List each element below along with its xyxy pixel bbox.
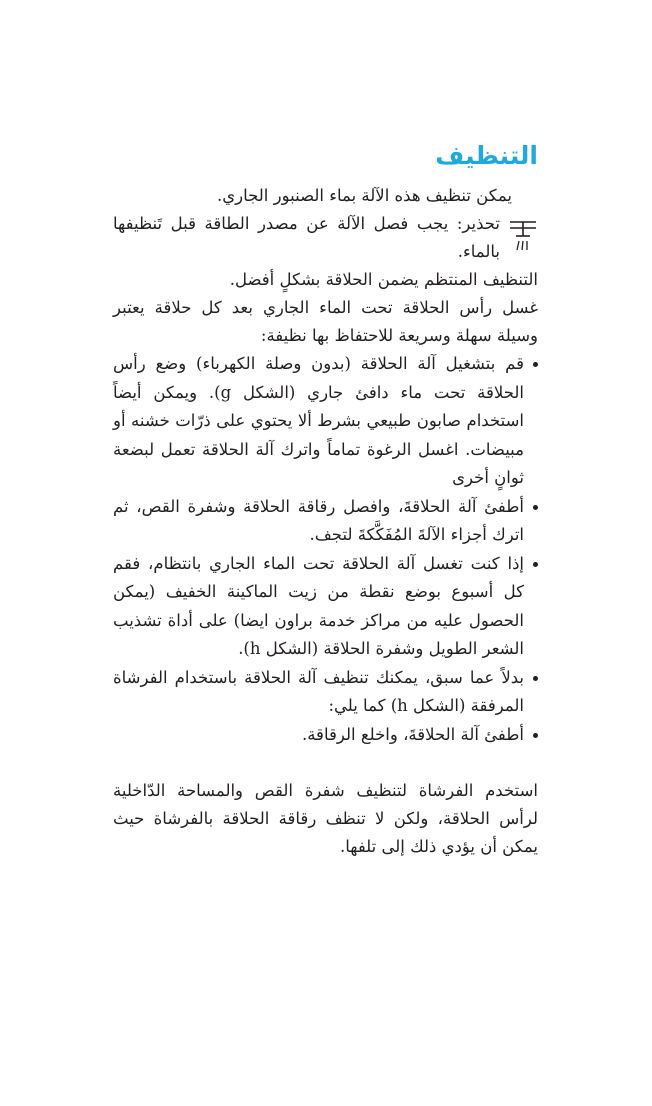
- list-item-text: أطفئ آلة الحلاقةَ، واخلع الرقاقة.: [301, 724, 524, 744]
- list-item: [113, 493, 538, 550]
- rinse-instruction-text: غسل رأس الحلاقة تحت الماء الجاري بعد كل حلاقة يعتبر وسيلة سهلة وسريعة للاحتفاظ بها نظيفة:: [113, 298, 538, 345]
- bullet-icon: [533, 733, 538, 738]
- list-item-text: بدلاً عما سبق، يمكنك تنظيف آلة الحلاقة باستخدام الفرشاة المرفقة (الشكل h) كما يلي:: [113, 667, 524, 715]
- intro-text: يمكن تنظيف هذه الآلة بماء الصنبور الجاري.: [216, 186, 512, 205]
- list-item-text: إذا كنت تغسل آلة الحلاقة تحت الماء الجاري بانتظام، فقم كل أسبوع بوضع نقطة من زيت الماكينة الخفيف (يمكن الحصول عليه من مراكز خدمة براون ايضا) على أداة تشذيب الشعر الطويل وشفرة الحلاقة (الشكل h).: [113, 553, 524, 658]
- list-item-text: قم بتشغيل آلة الحلاقة (بدون وصلة الكهرباء) وضع رأس الحلاقة تحت ماء دافئ جاري (الشكل g). ويمكن أيضاً استخدام صابون طبيعي بشرط ألا يحتوي على ذرّات خشنه أو مبيضات. اغسل الرغوة تماماً واترك آلة الحلاقة تعمل لبضعة ثوانٍ أخرى: [113, 354, 524, 487]
- section-title: التنظيف: [435, 141, 538, 170]
- list-item-text: أطفئ آلة الحلاقةَ، وافصل رقاقة الحلاقة وشفرة القص، ثم اترك أجزاء الآلةَ المُفَكَّكةَ لتجف.: [113, 496, 524, 544]
- bullet-icon: [533, 362, 538, 367]
- bullet-icon: [533, 505, 538, 510]
- bullet-icon: [533, 562, 538, 567]
- bullet-icon: [533, 676, 538, 681]
- cleaning-steps-list: [113, 350, 538, 749]
- cleaning-section: [113, 138, 538, 861]
- brush-cleaning-text: استخدم الفرشاة لتنظيف شفرة القص والمساحة الدّاخلية لرأس الحلاقة، ولكن لا تنظف رقاقة الحلاقة بالفرشاة حيث يمكن أن يؤدي ذلك إلى تلفها.: [113, 781, 538, 856]
- list-item: [113, 350, 538, 493]
- list-item: [113, 664, 538, 721]
- warning-block: [113, 210, 538, 266]
- warning-text: تحذير: يجب فصل الآلة عن مصدر الطاقة قبل تَنظيفها بالماء.: [113, 214, 500, 261]
- spacer: [113, 749, 538, 777]
- list-item: [113, 550, 538, 664]
- regular-cleaning-text: التنظيف المنتظم يضمن الحلاقة بشكلٍ أفضل.: [229, 270, 538, 289]
- water-tap-warning-icon: [508, 214, 538, 254]
- list-item: [113, 721, 538, 750]
